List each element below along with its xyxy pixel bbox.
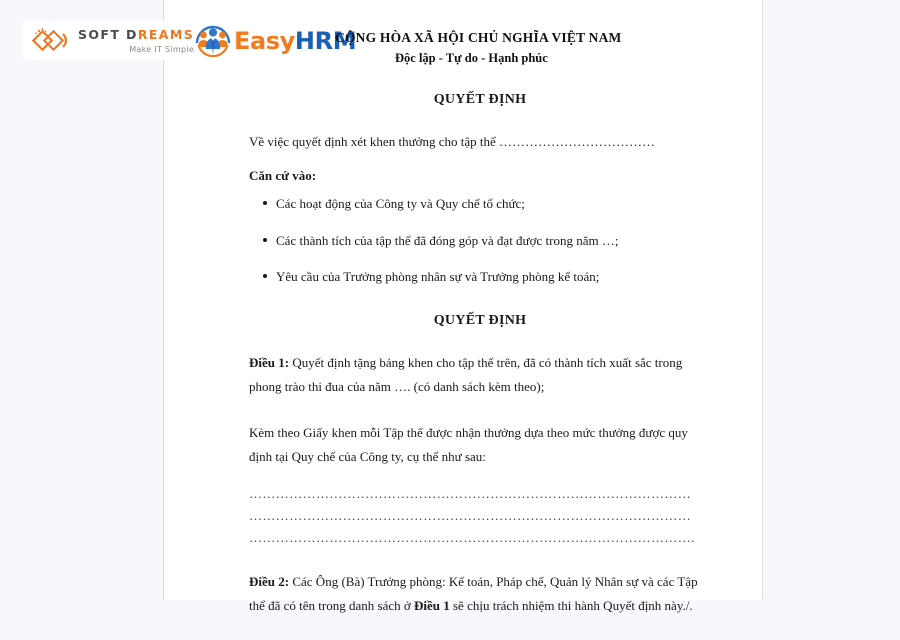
attachment-paragraph: Kèm theo Giấy khen mỗi Tập thể được nhận thưởng dựa theo mức thưởng được quy định tại Quy chế của Công ty, cụ thể như sau: [249,424,688,464]
article-1-text: Quyết định tặng bảng khen cho tập thể trên, đã có thành tích xuất sắc trong phong trào thi đua của năm …. (có danh sách kèm theo); [249,354,683,394]
softdreams-logo[interactable] [22,21,195,60]
fill-in-dotted-block [249,483,711,550]
basis-list [249,194,711,287]
national-heading [335,30,755,66]
branding-header-band [0,0,900,80]
dotted-line: ……………………………………………………………………………………… [249,508,692,524]
softdreams-name: SOFT DREAMS [78,27,195,42]
basis-label: Căn cứ vào: [249,168,317,184]
easyhrm-name-hrm: HRM [294,27,357,55]
document-title-primary: QUYẾT ĐỊNH [433,92,527,107]
article-1-label: Điều 1: [249,354,290,370]
easyhrm-logo[interactable] [194,22,356,60]
article-2-label: Điều 2: [249,573,290,589]
article-2-text-a: Các Ông (Bà) Trưởng phòng: Kế toán, Pháp chế, Quản lý Nhân sự và các Tập thể đã có tên trong danh sách ở [249,573,698,613]
dotted-line: ……………………………………………………………………………………… [249,485,692,501]
national-motto: Độc lập - Tự do - Hạnh phúc [395,51,548,65]
article-2-reference: Điều 1 [414,597,450,613]
easyhrm-name-easy: Easy [234,27,295,55]
article-2-paragraph [249,570,711,618]
softdreams-tagline: Make IT Simple [129,45,195,54]
people-group-icon [194,25,232,57]
dotted-line: ………………………………………………………………………………………. [249,530,695,546]
article-2-text-b: sẽ chịu trách nhiệm thi hành Quyết định này./. [449,597,693,613]
document-subject: Về việc quyết định xét khen thưởng cho tập thể ……………………………… [249,134,656,149]
list-item: Các thành tích của tập thể đã đóng góp và đạt được trong năm …; [249,231,711,251]
interlocking-diamonds-icon [30,27,74,55]
document-body [249,92,711,640]
softdreams-wordmark [78,27,194,54]
list-item: Yêu cầu của Trưởng phòng nhân sự và Trưởng phòng kế toán; [249,267,711,287]
national-title: CỘNG HÒA XÃ HỘI CHỦ NGHĨA VIỆT NAM [335,30,622,45]
list-item: Các hoạt động của Công ty và Quy chế tổ chức; [249,194,711,214]
article-1-paragraph [249,351,711,399]
document-title-secondary: QUYẾT ĐỊNH [433,312,527,328]
